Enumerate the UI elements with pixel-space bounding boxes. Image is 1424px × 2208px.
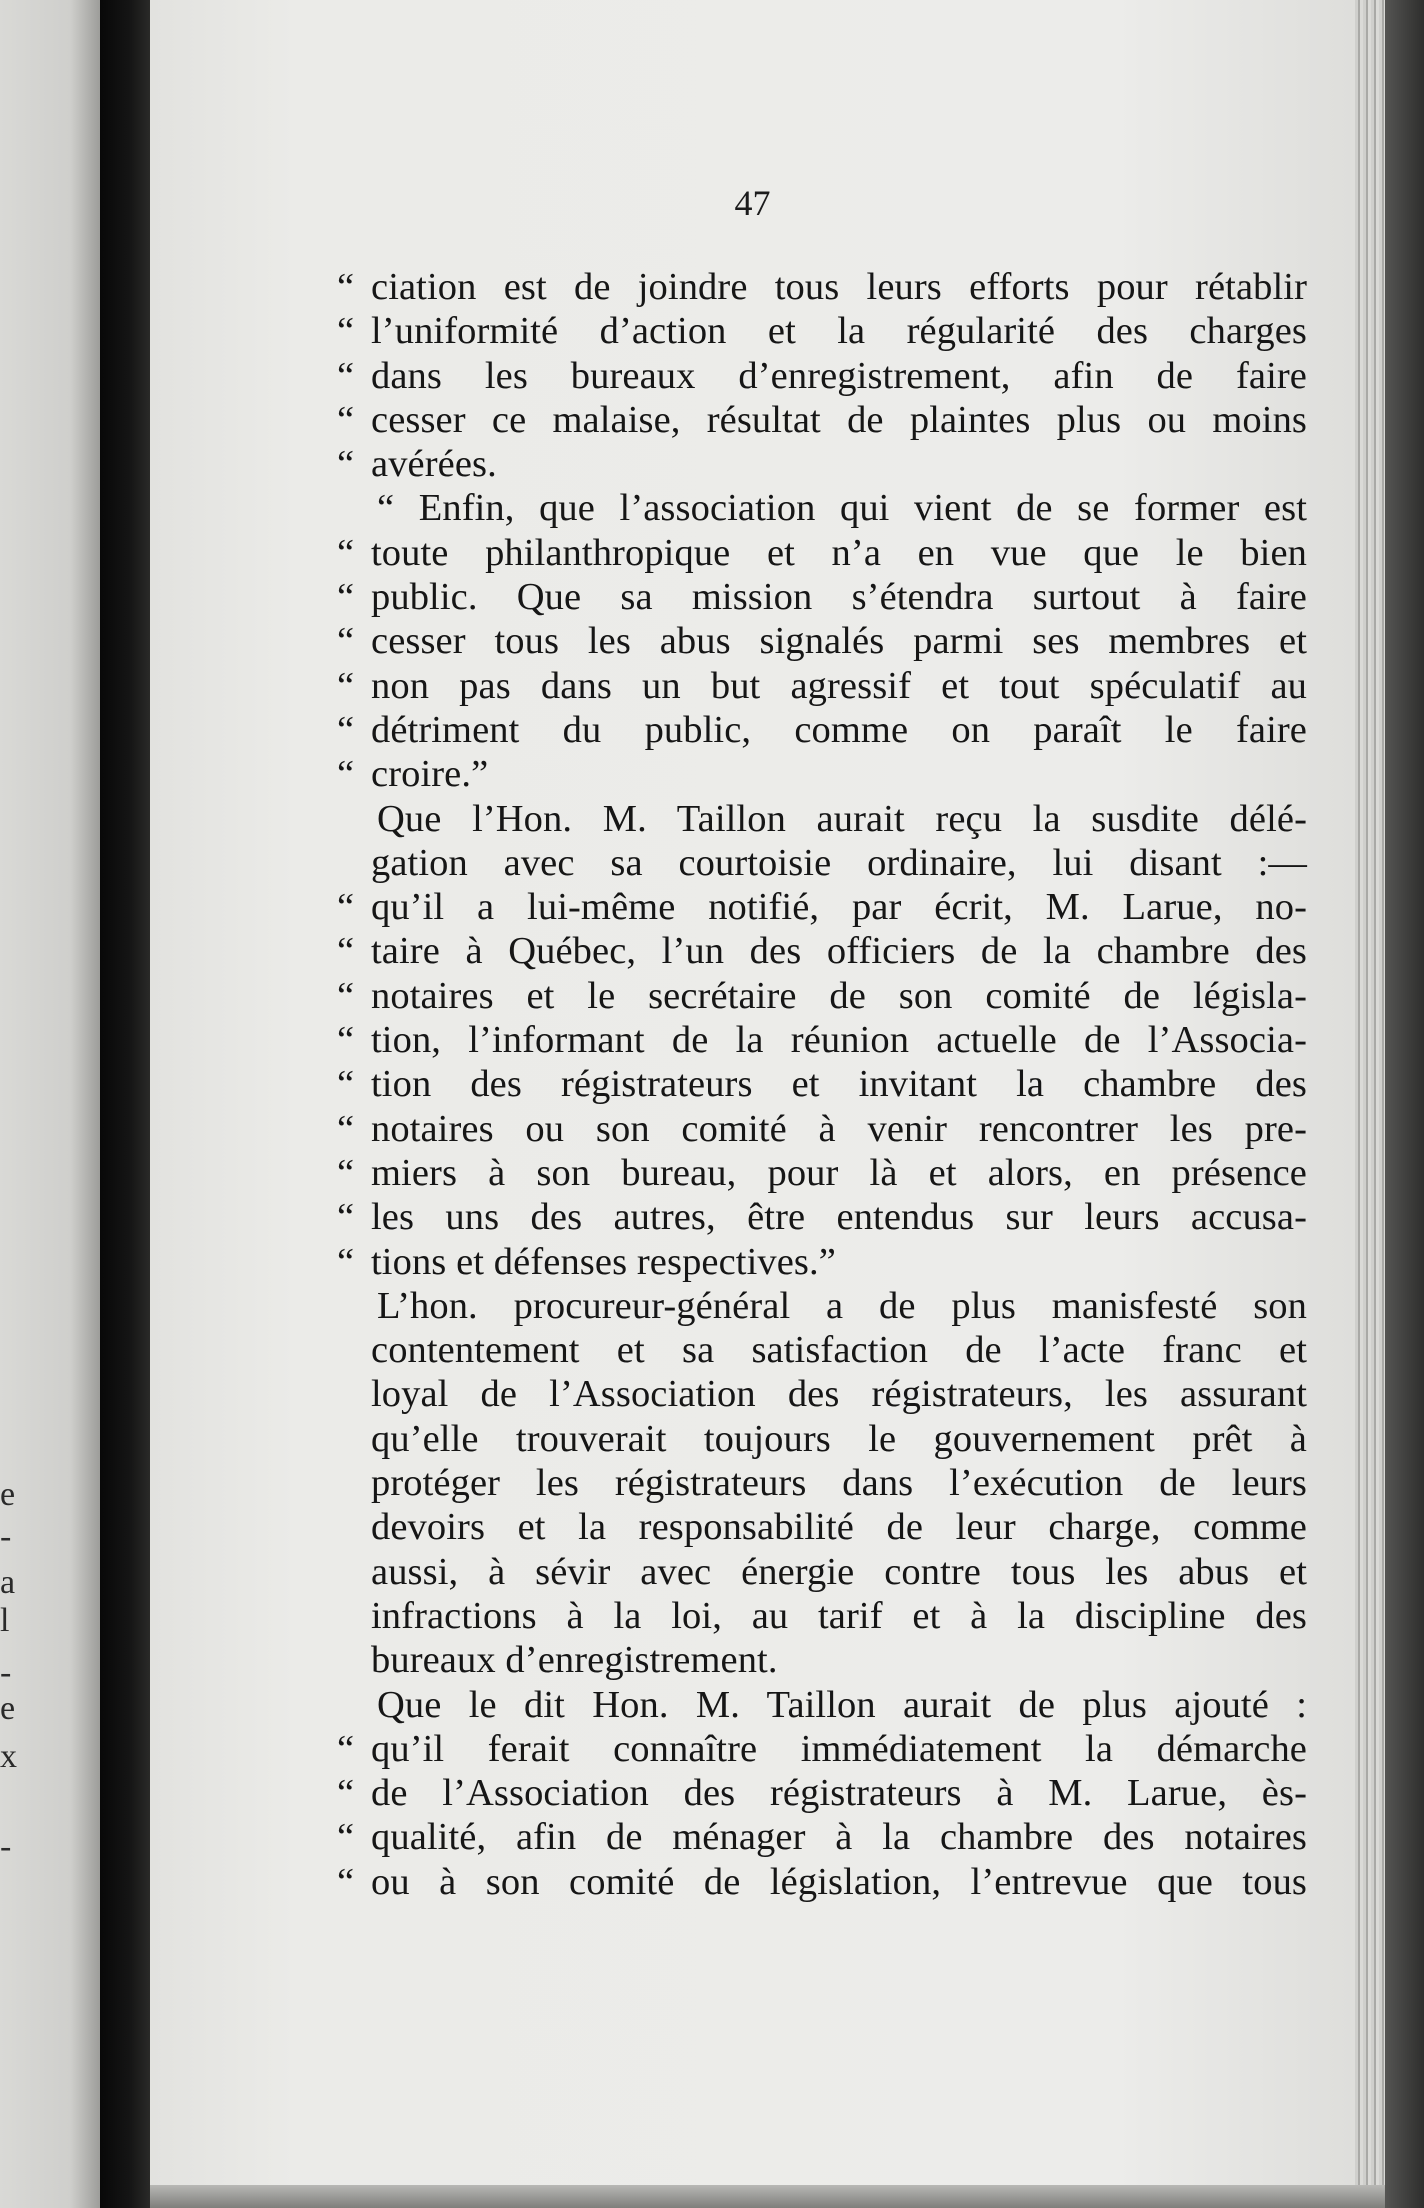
line-text: loyal de l’Association des régistrateurs, les assurant: [371, 1373, 1307, 1416]
text-line: [337, 1505, 1307, 1549]
book-cover-edge: [1385, 0, 1424, 2208]
quote-mark: “: [337, 1772, 355, 1815]
text-line: [337, 1638, 1307, 1682]
left-page-fragment: a: [0, 1564, 16, 1601]
text-line: [337, 752, 1307, 796]
line-text: les uns des autres, être entendus sur leurs accusa-: [371, 1196, 1307, 1239]
line-text: “ Enfin, que l’association qui vient de se former est: [377, 487, 1307, 530]
text-line: [337, 1594, 1307, 1638]
text-line: [337, 1328, 1307, 1372]
quote-mark: “: [337, 1151, 355, 1194]
line-text: dans les bureaux d’enregistrement, afin de faire: [371, 354, 1307, 397]
quote-mark: “: [337, 266, 355, 308]
page-stack-edge: [1355, 0, 1385, 2208]
text-line: [337, 974, 1307, 1018]
line-text: qu’il a lui-même notifié, par écrit, M. Larue, no-: [371, 886, 1307, 929]
line-text: public. Que sa mission s’étendra surtout à faire: [371, 576, 1307, 619]
quote-mark: “: [337, 886, 355, 929]
text-line: [337, 265, 1307, 309]
line-text: aussi, à sévir avec énergie contre tous les abus et: [371, 1550, 1307, 1593]
left-page-fragment: -: [0, 1518, 12, 1555]
book-gutter: [100, 0, 150, 2208]
text-line: [337, 398, 1307, 442]
quote-mark: “: [337, 310, 355, 353]
line-text: miers à son bureau, pour là et alors, en présence: [371, 1151, 1307, 1194]
text-line: [337, 354, 1307, 398]
text-line: [337, 1860, 1307, 1904]
quote-mark: “: [337, 531, 355, 574]
quote-mark: “: [337, 398, 355, 441]
text-line: [337, 619, 1307, 663]
quote-mark: “: [337, 1816, 355, 1859]
line-text: qu’elle trouverait toujours le gouvernement prêt à: [371, 1417, 1307, 1460]
left-page-edge: [0, 0, 100, 2208]
quote-mark: “: [337, 708, 355, 751]
quote-mark: “: [337, 1727, 355, 1770]
text-line: [337, 1461, 1307, 1505]
line-text: qu’il ferait connaître immédiatement la démarche: [371, 1727, 1307, 1770]
page-bottom-edge: [150, 2185, 1385, 2208]
line-text: ou à son comité de législation, l’entrevue que tous: [371, 1860, 1307, 1903]
page-number: 47: [734, 183, 771, 223]
quote-mark: “: [337, 1860, 355, 1903]
quote-mark: “: [337, 974, 355, 1017]
line-text: tion des régistrateurs et invitant la chambre des: [371, 1063, 1307, 1106]
text-line: [337, 841, 1307, 885]
line-text: infractions à la loi, au tarif et à la discipline des: [371, 1594, 1307, 1637]
text-line: [337, 309, 1307, 353]
text-line: [337, 708, 1307, 752]
text-line: [337, 1151, 1307, 1195]
text-line: [337, 575, 1307, 619]
text-line: [337, 1062, 1307, 1106]
quote-mark: “: [337, 1196, 355, 1239]
line-text: taire à Québec, l’un des officiers de la chambre des: [371, 930, 1307, 973]
text-line: [337, 797, 1307, 841]
line-text: bureaux d’enregistrement.: [371, 1639, 778, 1682]
line-text: tion, l’informant de la réunion actuelle de l’Associa-: [371, 1019, 1307, 1062]
line-text: gation avec sa courtoisie ordinaire, lui disant :—: [371, 841, 1307, 884]
line-text: L’hon. procureur-général a de plus manisfesté son: [377, 1284, 1307, 1327]
body-text: [337, 265, 1307, 1904]
left-page-fragment: e: [0, 1690, 16, 1727]
text-line: [337, 1018, 1307, 1062]
text-line: [337, 1417, 1307, 1461]
line-text: notaires ou son comité à venir rencontrer les pre-: [371, 1107, 1307, 1150]
text-line: [337, 1372, 1307, 1416]
quote-mark: “: [337, 664, 355, 707]
text-line: [337, 1550, 1307, 1594]
text-line: [337, 1815, 1307, 1859]
text-line: [337, 1683, 1307, 1727]
quote-mark: “: [337, 1107, 355, 1150]
line-text: détriment du public, comme on paraît le faire: [371, 708, 1307, 751]
line-text: l’uniformité d’action et la régularité des charges: [371, 310, 1307, 353]
line-text: toute philanthropique et n’a en vue que le bien: [371, 531, 1307, 574]
text-line: [337, 929, 1307, 973]
quote-mark: “: [337, 576, 355, 619]
text-line: [337, 1107, 1307, 1151]
text-line: [337, 531, 1307, 575]
text-line: [337, 486, 1307, 530]
line-text: Que l’Hon. M. Taillon aurait reçu la susdite délé-: [377, 797, 1307, 840]
text-line: [337, 885, 1307, 929]
line-text: tions et défenses respectives.”: [371, 1240, 836, 1283]
text-line: [337, 1771, 1307, 1815]
quote-mark: “: [337, 930, 355, 973]
quote-mark: “: [337, 1240, 355, 1283]
line-text: contentement et sa satisfaction de l’acte franc et: [371, 1329, 1307, 1372]
quote-mark: “: [337, 620, 355, 663]
text-line: [337, 442, 1307, 486]
left-page-fragment: e: [0, 1476, 16, 1513]
line-text: avérées.: [371, 443, 497, 486]
quote-mark: “: [337, 753, 355, 796]
quote-mark: “: [337, 1019, 355, 1062]
line-text: cesser ce malaise, résultat de plaintes plus ou moins: [371, 398, 1307, 441]
left-page-fragment: l: [0, 1602, 10, 1639]
text-line: [337, 1195, 1307, 1239]
line-text: de l’Association des régistrateurs à M. Larue, ès-: [371, 1772, 1307, 1815]
line-text: notaires et le secrétaire de son comité de législa-: [371, 974, 1307, 1017]
line-text: Que le dit Hon. M. Taillon aurait de plus ajouté :: [377, 1683, 1307, 1726]
line-text: croire.”: [371, 753, 489, 796]
line-text: cesser tous les abus signalés parmi ses membres et: [371, 620, 1307, 663]
text-line: [337, 664, 1307, 708]
line-text: devoirs et la responsabilité de leur charge, comme: [371, 1506, 1307, 1549]
quote-mark: “: [337, 354, 355, 397]
text-line: [337, 1240, 1307, 1284]
line-text: non pas dans un but agressif et tout spéculatif au: [371, 664, 1307, 707]
line-text: ciation est de joindre tous leurs efforts pour rétablir: [371, 266, 1307, 308]
text-line: [337, 1727, 1307, 1771]
left-page-fragment: -: [0, 1828, 12, 1865]
quote-mark: “: [337, 1063, 355, 1106]
text-line: [337, 1284, 1307, 1328]
left-page-fragment: -: [0, 1654, 12, 1691]
line-text: qualité, afin de ménager à la chambre des notaires: [371, 1816, 1307, 1859]
book-page: [150, 0, 1355, 2185]
quote-mark: “: [337, 443, 355, 486]
left-page-fragment: x: [0, 1738, 17, 1775]
line-text: protéger les régistrateurs dans l’exécution de leurs: [371, 1462, 1307, 1505]
